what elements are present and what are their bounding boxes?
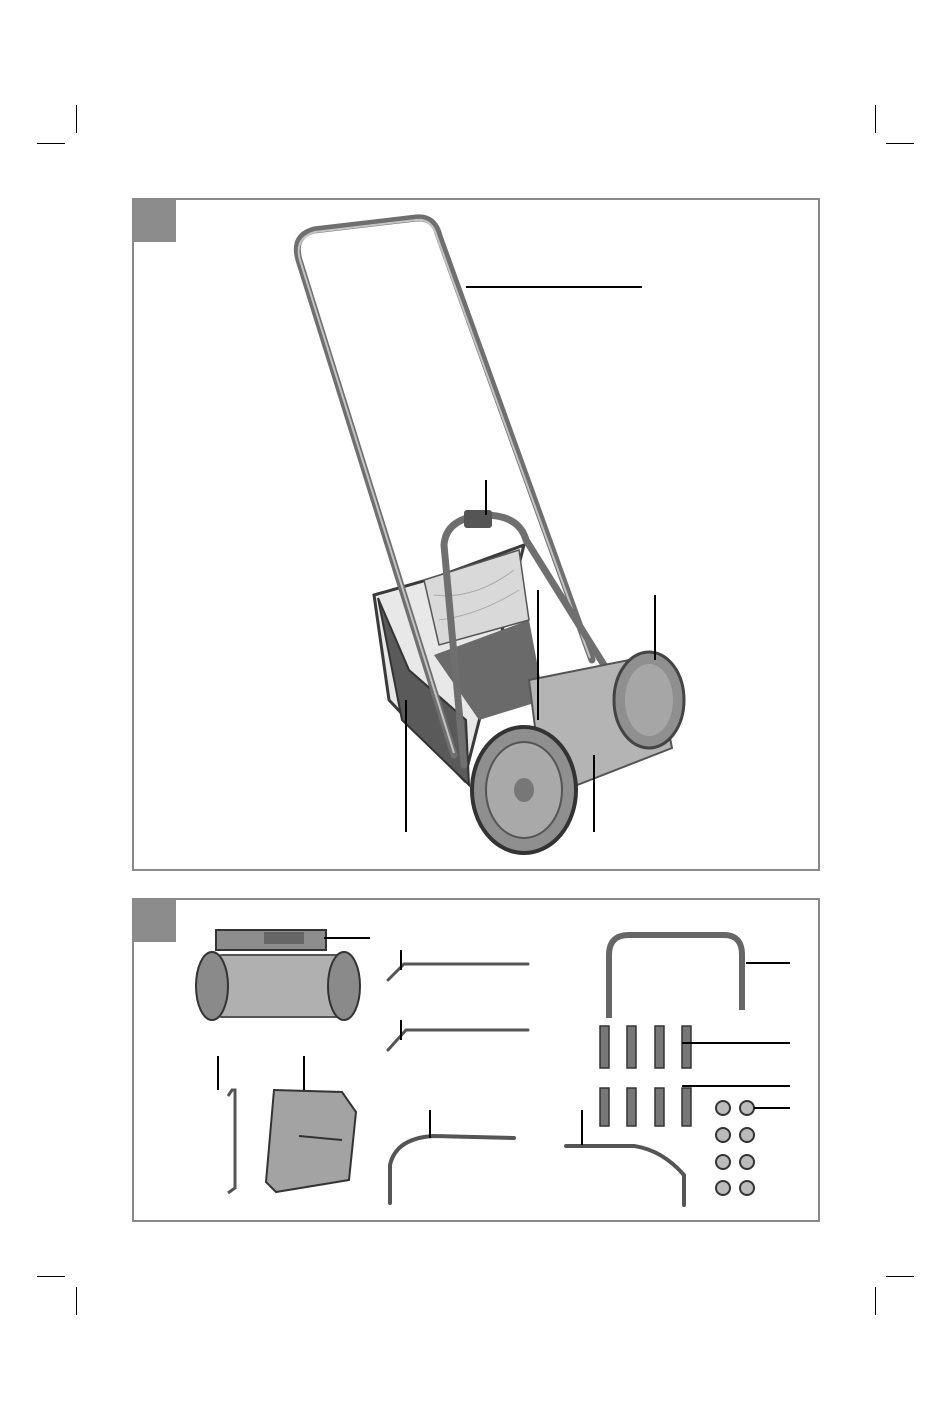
crop-mark-top-left-h xyxy=(37,143,65,144)
crop-mark-top-right-v xyxy=(875,105,876,133)
part-bolts xyxy=(600,1026,691,1126)
part-catcher-frame xyxy=(228,1090,235,1193)
part-nuts xyxy=(716,1101,754,1195)
wheel-front xyxy=(472,727,576,853)
part-handle-rods xyxy=(388,964,528,1050)
parts-overview-illustration xyxy=(134,900,818,1220)
crop-mark-bottom-left-v xyxy=(76,1287,77,1315)
part-cutter-unit xyxy=(196,930,360,1020)
part-catcher-bag xyxy=(266,1090,356,1192)
crop-mark-top-left-v xyxy=(76,105,77,133)
crop-mark-bottom-left-h xyxy=(37,1276,65,1277)
crop-mark-bottom-right-h xyxy=(886,1276,914,1277)
assembled-mower-illustration xyxy=(134,200,818,869)
crop-mark-bottom-right-v xyxy=(875,1287,876,1315)
figure-1-panel xyxy=(132,198,820,871)
crop-mark-top-right-h xyxy=(886,143,914,144)
figure-2-panel xyxy=(132,898,820,1222)
handle-clamp xyxy=(464,510,492,528)
part-top-handle xyxy=(609,935,742,1018)
part-lower-handles xyxy=(390,1136,684,1205)
